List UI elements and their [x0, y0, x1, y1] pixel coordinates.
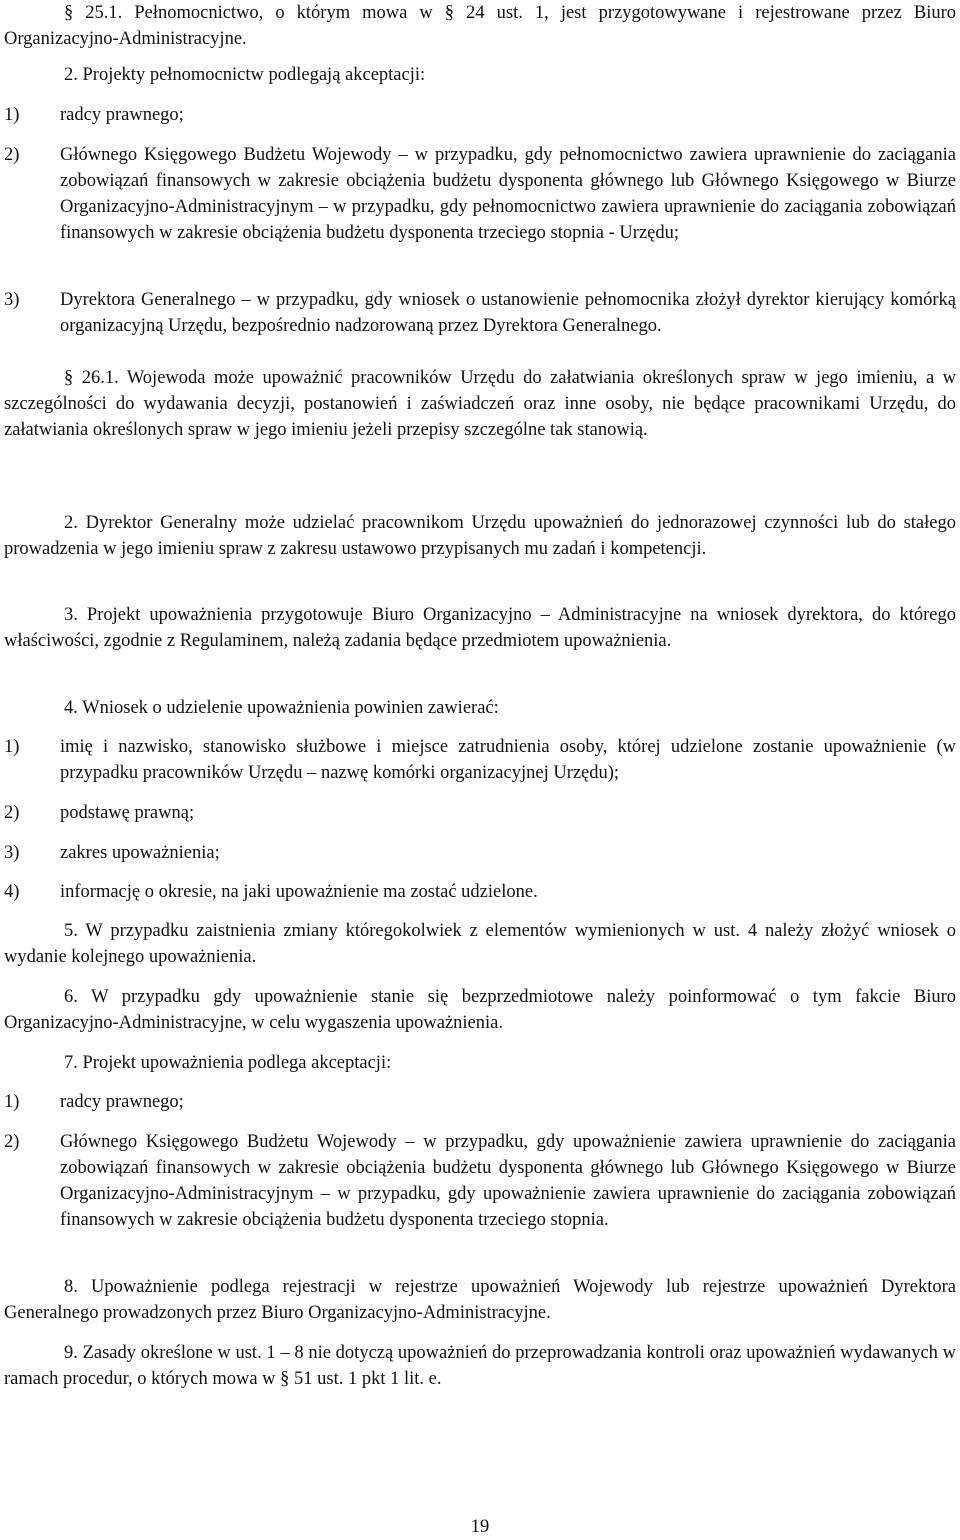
paragraph-26-8: 8. Upoważnienie podlega rejestracji w rejestrze upoważnień Wojewody lub rejestrze upoważnień Dyrektora Generalnego prowadzonych przez Biuro Organizacyjno-Administracyjne. [4, 1277, 956, 1323]
list-item-number: 3) [4, 290, 20, 310]
list-item-number: 2) [4, 803, 20, 823]
list-item-text: Dyrektora Generalnego – w przypadku, gdy wniosek o ustanowienie pełnomocnika złożył dyrektor kierujący komórką organizacyjną Urzędu, bezpośrednio nadzorowaną przez Dyrektora Generalnego. [60, 290, 956, 336]
list-item-text: Głównego Księgowego Budżetu Wojewody – w przypadku, gdy pełnomocnictwo zawiera uprawnienie do zaciągania zobowiązań finansowych w zakresie obciążenia budżetu dysponenta głównego lub Głównego Księgowego w Biurze Organizacyjno-Administracyjnym – w przypadku, gdy pełnomocnictwo zawiera uprawnienie do zaciągania zobowiązań finansowych w zakresie obciążenia budżetu dysponenta trzeciego stopnia - Urzędu; [60, 145, 956, 243]
list-item-number: 1) [4, 737, 20, 757]
list-item-text: zakres upoważnienia; [60, 843, 220, 863]
list-item-number: 4) [4, 882, 20, 902]
paragraph-25-2: 2. Projekty pełnomocnictw podlegają akceptacji: [64, 65, 426, 85]
list-item [4, 142, 956, 246]
list-item [4, 1129, 956, 1233]
paragraph-26-6: 6. W przypadku gdy upoważnienie stanie się bezprzedmiotowe należy poinformować o tym fakcie Biuro Organizacyjno-Administracyjne, w celu wygaszenia upoważnienia. [4, 987, 956, 1033]
list-item [4, 287, 956, 339]
paragraph-26-5: 5. W przypadku zaistnienia zmiany któregokolwiek z elementów wymienionych w ust. 4 należy złożyć wniosek o wydanie kolejnego upoważnienia. [4, 921, 956, 967]
list-item-text: radcy prawnego; [60, 105, 184, 125]
page-number: 19 [470, 1517, 490, 1537]
list-item-text: radcy prawnego; [60, 1092, 184, 1112]
list-item-text: podstawę prawną; [60, 803, 195, 823]
paragraph-25-1: § 25.1. Pełnomocnictwo, o którym mowa w § 24 ust. 1, jest przygotowywane i rejestrowane przez Biuro Organizacyjno-Administracyjne. [4, 3, 956, 49]
list-item [4, 1089, 956, 1115]
list-item-number: 1) [4, 105, 20, 125]
paragraph-26-4: 4. Wniosek o udzielenie upoważnienia powinien zawierać: [64, 698, 499, 718]
list-item-text: Głównego Księgowego Budżetu Wojewody – w przypadku, gdy upoważnienie zawiera uprawnienie do zaciągania zobowiązań finansowych w zakresie obciążenia budżetu dysponenta głównego lub Głównego Księgowego w Biurze Organizacyjno-Administracyjnym – w przypadku, gdy upoważnienie zawiera uprawnienie do zaciągania zobowiązań finansowych w zakresie obciążenia budżetu dysponenta trzeciego stopnia. [60, 1132, 956, 1230]
list-item [4, 800, 956, 826]
paragraph-26-2: 2. Dyrektor Generalny może udzielać pracownikom Urzędu upoważnień do jednorazowej czynności lub do stałego prowadzenia w jego imieniu spraw z zakresu ustawowo przypisanych mu zadań i kompetencji. [4, 513, 956, 559]
list-item-text: imię i nazwisko, stanowisko służbowe i miejsce zatrudnienia osoby, której udzielone zostanie upoważnienie (w przypadku pracowników Urzędu – nazwę komórki organizacyjnej Urzędu); [60, 737, 956, 783]
paragraph-26-7: 7. Projekt upoważnienia podlega akceptacji: [64, 1053, 392, 1073]
list-item-number: 3) [4, 843, 20, 863]
list-item [4, 734, 956, 786]
paragraph-26-3: 3. Projekt upoważnienia przygotowuje Biuro Organizacyjno – Administracyjne na wniosek dyrektora, do którego właściwości, zgodnie z Regulaminem, należą zadania będące przedmiotem upoważnienia. [4, 605, 956, 651]
list-item-number: 2) [4, 145, 20, 165]
list-item-text: informację o okresie, na jaki upoważnienie ma zostać udzielone. [60, 882, 538, 902]
paragraph-26-9: 9. Zasady określone w ust. 1 – 8 nie dotyczą upoważnień do przeprowadzania kontroli oraz upoważnień wydawanych w ramach procedur, o których mowa w § 51 ust. 1 pkt 1 lit. e. [4, 1343, 956, 1389]
paragraph-26-1: § 26.1. Wojewoda może upoważnić pracowników Urzędu do załatwiania określonych spraw w jego imieniu, a w szczególności do wydawania decyzji, postanowień i zaświadczeń oraz inne osoby, nie będące pracownikami Urzędu, do załatwiania określonych spraw w jego imieniu jeżeli przepisy szczególne tak stanowią. [4, 368, 956, 440]
list-item [4, 879, 956, 905]
list-item-number: 2) [4, 1132, 20, 1152]
list-item [4, 102, 956, 128]
list-item-number: 1) [4, 1092, 20, 1112]
list-item [4, 840, 956, 866]
